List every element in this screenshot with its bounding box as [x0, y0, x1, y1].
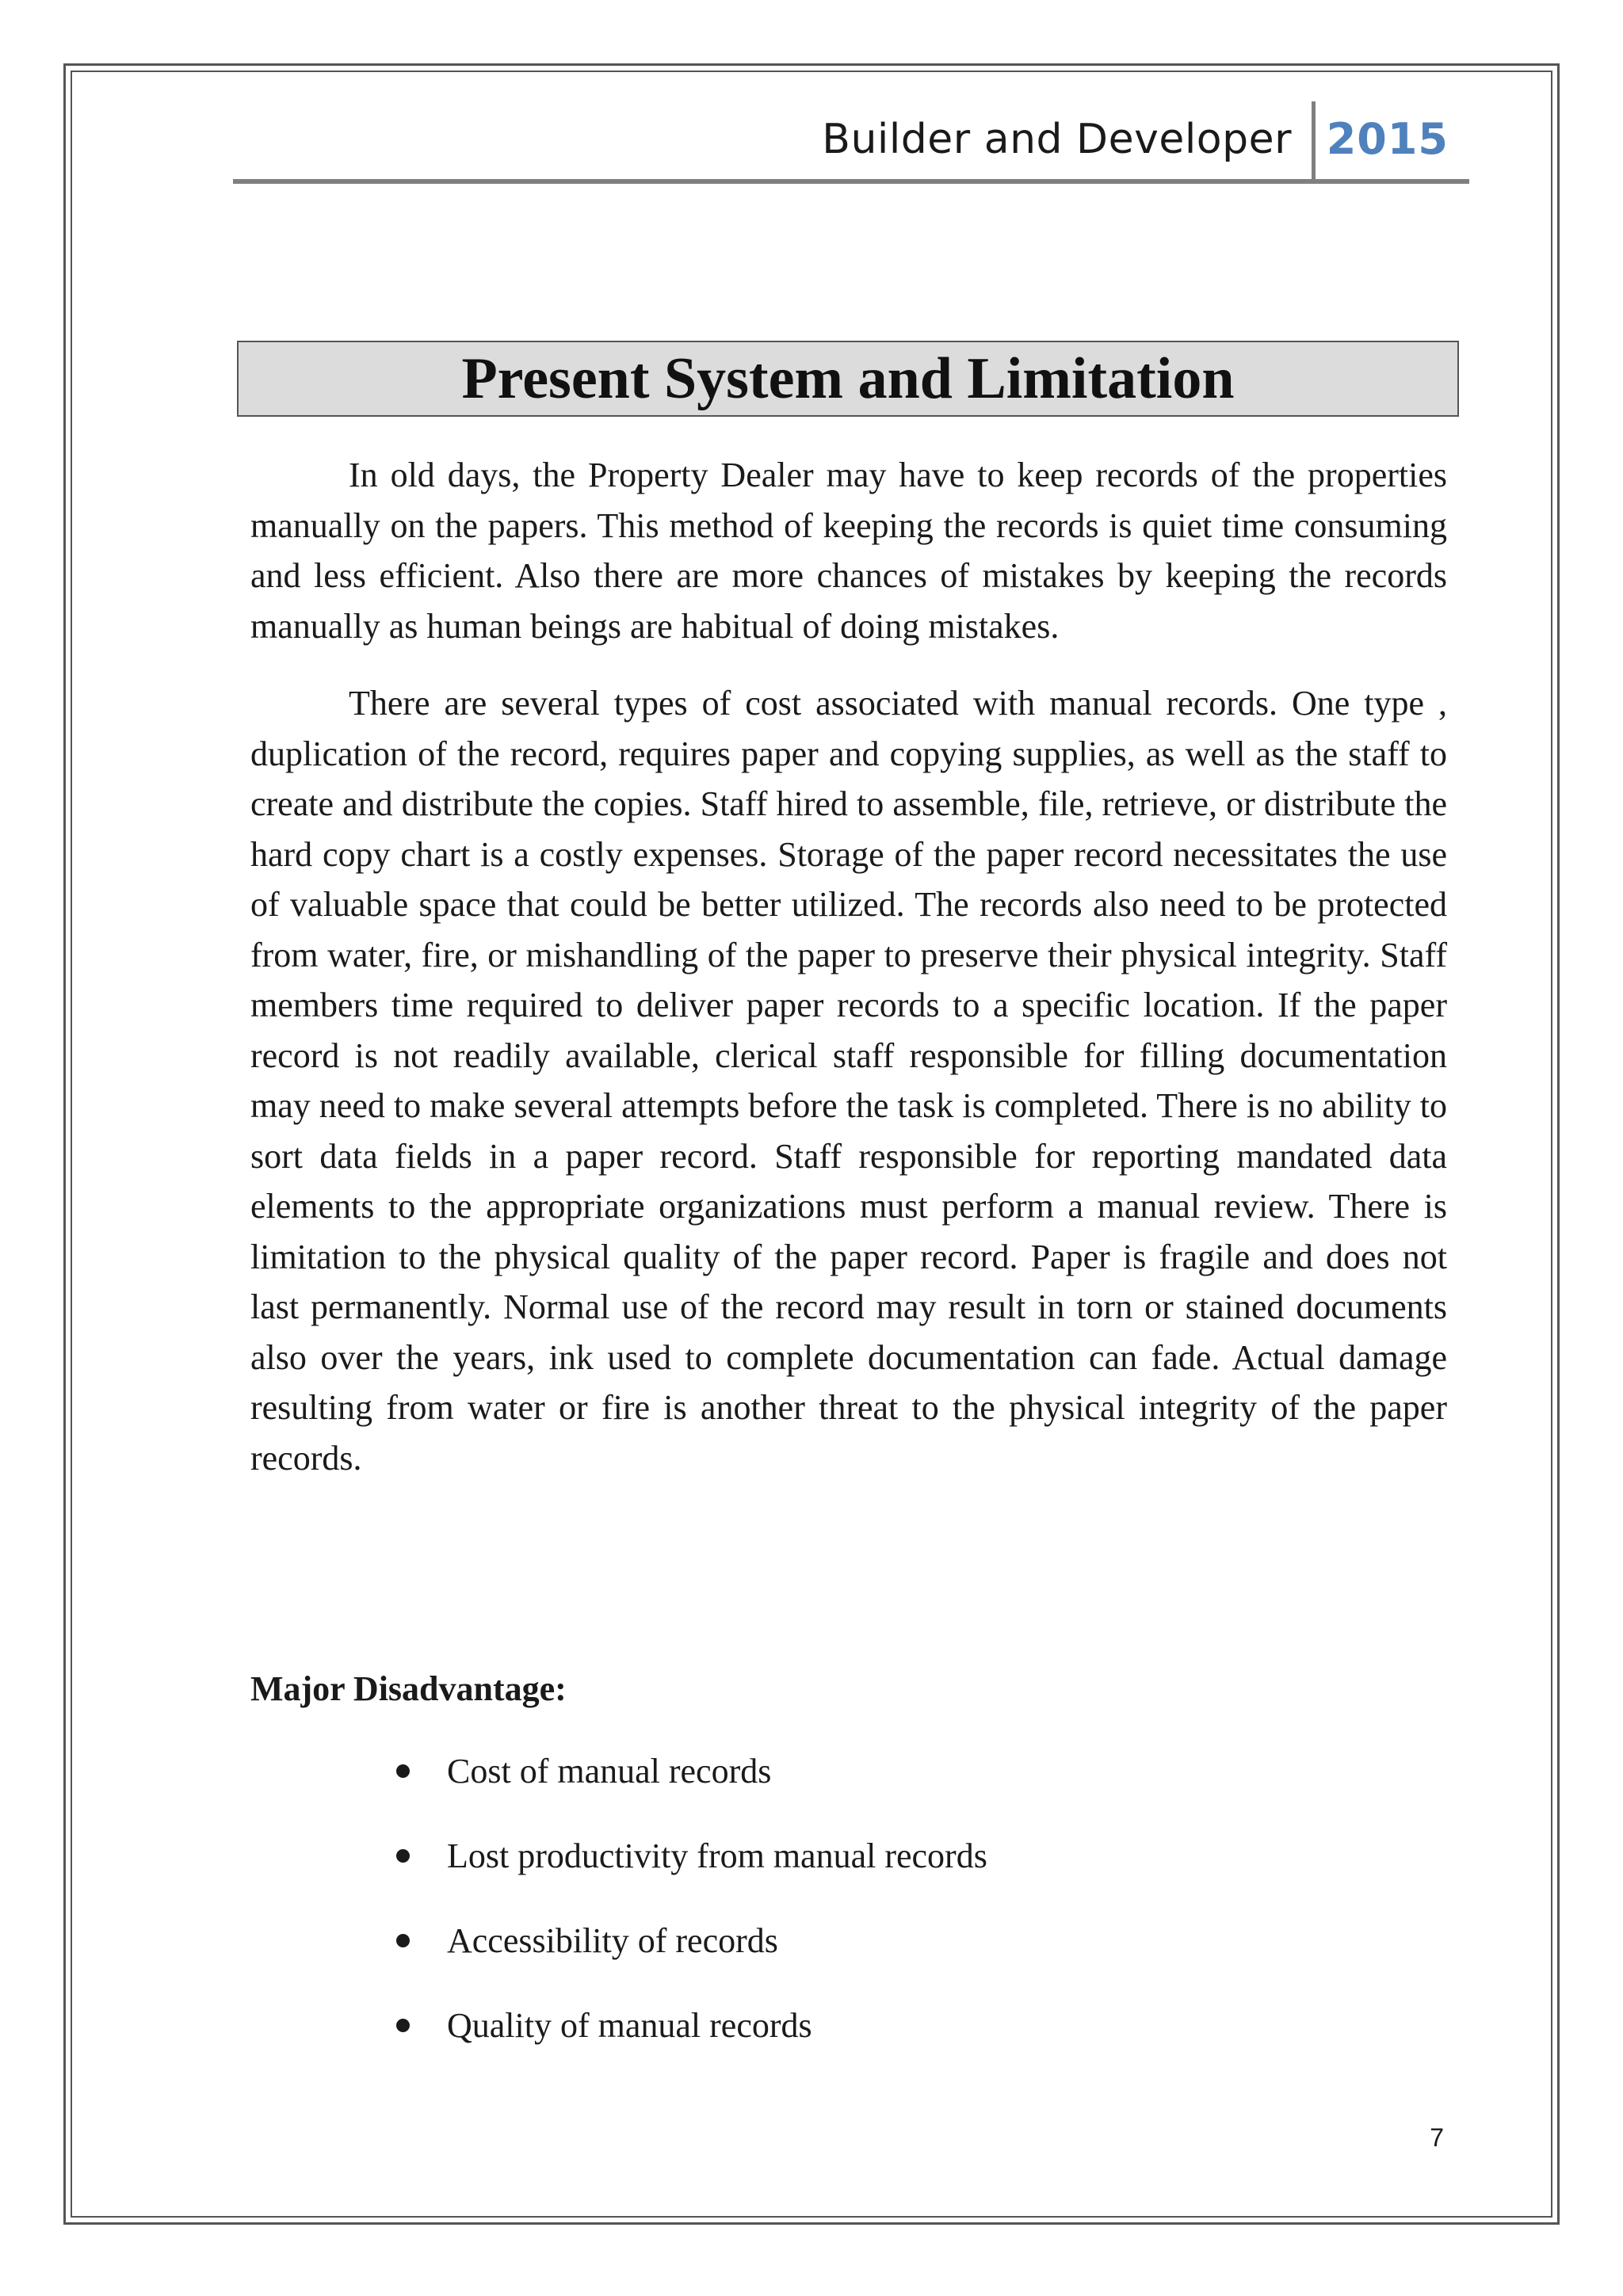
list-item — [250, 1748, 987, 1833]
list-item — [250, 2002, 987, 2087]
bullet-icon — [396, 1764, 410, 1778]
bullet-icon — [396, 1849, 410, 1863]
bullet-icon — [396, 1934, 410, 1947]
list-item — [250, 1917, 987, 2002]
bullet-icon — [396, 2019, 410, 2032]
page-number: 7 — [1430, 2123, 1444, 2152]
disadvantages-list — [250, 1748, 987, 2087]
paragraph-costs: There are several types of cost associated with manual records. One type , duplication of the record, requires paper and copying supplies, as well as the staff to create and distribute the copies. Staff hired to assemble, file, retrieve, or distribute the hard copy chart is a costly expenses. Storage of the paper record necessitates the use of valuable space that could be better utilized. The records also need to be protected from water, fire, or mishandling of the paper to preserve their physical integrity. Staff members time required to deliver paper records to a specific location. If the paper record is not readily available, clerical staff responsible for filling documentation may need to make several attempts before the task is completed. There is no ability to sort data fields in a paper record. Staff responsible for reporting mandated data elements to the appropriate organizations must perform a manual review. There is limitation to the physical quality of the paper record. Paper is fragile and does not last permanently. Normal use of the record may result in torn or stained documents also over the years, ink used to complete documentation can fade. Actual damage resulting from water or fire is another threat to the physical integrity of the paper records. — [250, 684, 1447, 1478]
list-item-label: Quality of manual records — [447, 2006, 812, 2045]
list-item-label: Accessibility of records — [447, 1921, 778, 1960]
list-item-label: Lost productivity from manual records — [447, 1836, 987, 1875]
section-title: Present System and Limitation — [461, 346, 1235, 411]
disadvantages-heading: Major Disadvantage: — [250, 1669, 567, 1708]
paragraph-intro: In old days, the Property Dealer may have to keep records of the properties manually on the papers. This method of keeping the records is quiet time consuming and less efficient. Also there are more chances of mistakes by keeping the records manually as human beings are habitual of doing mistakes. — [250, 456, 1447, 646]
section-title-box — [237, 341, 1459, 417]
header-divider — [1312, 101, 1316, 184]
list-item — [250, 1833, 987, 1917]
list-item-label: Cost of manual records — [447, 1752, 772, 1791]
page-header — [233, 98, 1466, 185]
header-year: 2015 — [1326, 114, 1449, 164]
header-title: Builder and Developer — [822, 116, 1292, 163]
header-rule — [233, 179, 1469, 184]
body-text — [250, 450, 1447, 1510]
